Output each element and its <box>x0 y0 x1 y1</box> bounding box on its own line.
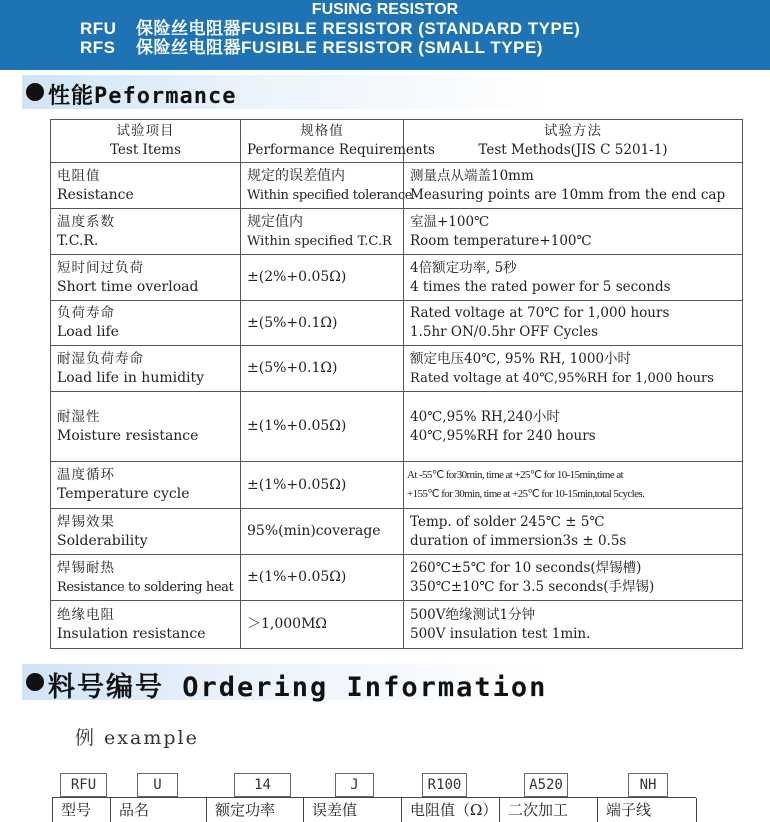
test-item: 绝缘电阻 Insulation resistance <box>51 601 241 649</box>
test-method: At -55℃ for30min, time at +25℃ for 10-15min,time at +155℃ for 30min, time at +25℃ for 10-15min,total 5cycles. <box>404 462 743 509</box>
bullet-icon <box>26 83 44 101</box>
code-box-product: U <box>137 773 178 797</box>
code-box-tolerance: J <box>335 773 374 797</box>
table-row <box>51 346 743 392</box>
table-row <box>51 555 743 601</box>
test-method: Rated voltage at 70℃ for 1,000 hours 1.5hr ON/0.5hr OFF Cycles <box>404 301 743 346</box>
table-row <box>51 392 743 462</box>
header-title: FUSING RESISTOR <box>311 1 459 18</box>
test-item: 耐湿性 Moisture resistance <box>51 392 241 462</box>
test-item: 负荷寿命 Load life <box>51 301 241 346</box>
performance-section-title: 性能Peformance <box>48 84 237 109</box>
spec-value: ±(1%+0.05Ω) <box>241 462 404 509</box>
spec-value: ±(1%+0.05Ω) <box>241 392 404 462</box>
test-method: 额定电压40℃, 95% RH, 1000小时 Rated voltage at 40℃,95%RH for 1,000 hours <box>404 346 743 392</box>
header-line-small <box>80 38 543 58</box>
header-line-code: RFS <box>80 38 116 57</box>
code-box-model: RFU <box>60 773 107 797</box>
bullet-icon <box>26 673 44 691</box>
performance-section-heading <box>22 75 722 109</box>
header-line-code: RFU <box>80 19 117 38</box>
spec-value: ＞1,000MΩ <box>241 601 404 649</box>
test-item: 耐湿负荷寿命 Load life in humidity <box>51 346 241 392</box>
table-row <box>51 462 743 509</box>
column-header: 规格值 Performance Requirements <box>241 120 404 163</box>
table-row <box>51 163 743 209</box>
example-label: 例 example <box>75 727 199 749</box>
test-item: 焊锡耐热 Resistance to soldering heat <box>51 555 241 601</box>
test-method: 260℃±5℃ for 10 seconds(焊锡槽) 350℃±10℃ for 3.5 seconds(手焊锡) <box>404 555 743 601</box>
spec-value: ±(1%+0.05Ω) <box>241 555 404 601</box>
code-box-processing: A520 <box>524 773 568 797</box>
ordering-label: 额定功率 <box>206 798 302 822</box>
table-row <box>51 255 743 301</box>
test-item: 电阻值 Resistance <box>51 163 241 209</box>
spec-value: 95%(min)coverage <box>241 509 404 555</box>
code-box-resistance: R100 <box>422 773 467 797</box>
ordering-label: 电阻值（Ω） <box>401 798 498 822</box>
header-line-text: 保险丝电阻器FUSIBLE RESISTOR (STANDARD TYPE) <box>136 19 581 38</box>
ordering-label: 型号 <box>52 798 109 822</box>
code-box-power: 14 <box>234 773 291 797</box>
ordering-section-title: 料号编号 Ordering Information <box>48 672 548 703</box>
performance-table <box>50 119 743 649</box>
column-header: 试验项目 Test Items <box>51 120 241 163</box>
table-row <box>51 509 743 555</box>
header-banner <box>0 0 770 70</box>
test-method: 4倍额定功率, 5秒 4 times the rated power for 5 seconds <box>404 255 743 301</box>
test-item: 焊锡效果 Solderability <box>51 509 241 555</box>
ordering-label: 二次加工 <box>499 798 596 822</box>
test-method: 40℃,95% RH,240小时 40℃,95%RH for 240 hours <box>404 392 743 462</box>
spec-value: 规定值内 Within specified T.C.R <box>241 209 404 255</box>
spec-value: ±(5%+0.1Ω) <box>241 346 404 392</box>
table-row <box>51 209 743 255</box>
code-box-terminal: NH <box>628 773 668 797</box>
ordering-label: 品名 <box>110 798 205 822</box>
spec-value: 规定的误差值内 Within specified tolerance <box>241 163 404 209</box>
spec-value: ±(2%+0.05Ω) <box>241 255 404 301</box>
table-row <box>51 301 743 346</box>
header-line-standard <box>80 19 580 39</box>
column-header: 试验方法 Test Methods(JIS C 5201-1) <box>404 120 743 163</box>
ordering-section-heading <box>22 664 722 703</box>
test-item: 温度系数 T.C.R. <box>51 209 241 255</box>
ordering-label-row <box>52 797 696 822</box>
header-line-text: 保险丝电阻器FUSIBLE RESISTOR (SMALL TYPE) <box>136 38 543 57</box>
test-item: 短时间过负荷 Short time overload <box>51 255 241 301</box>
test-method: 测量点从端盖10mm Measuring points are 10mm from the end cap <box>404 163 743 209</box>
table-header-row <box>51 120 743 163</box>
ordering-label: 端子线 <box>597 798 697 822</box>
table-row <box>51 601 743 649</box>
test-method: Temp. of solder 245℃ ± 5℃ duration of immersion3s ± 0.5s <box>404 509 743 555</box>
spec-value: ±(5%+0.1Ω) <box>241 301 404 346</box>
test-method: 500V绝缘测试1分钟 500V insulation test 1min. <box>404 601 743 649</box>
ordering-label: 误差值 <box>303 798 400 822</box>
test-method: 室温+100℃ Room temperature+100℃ <box>404 209 743 255</box>
test-item: 温度循环 Temperature cycle <box>51 462 241 509</box>
